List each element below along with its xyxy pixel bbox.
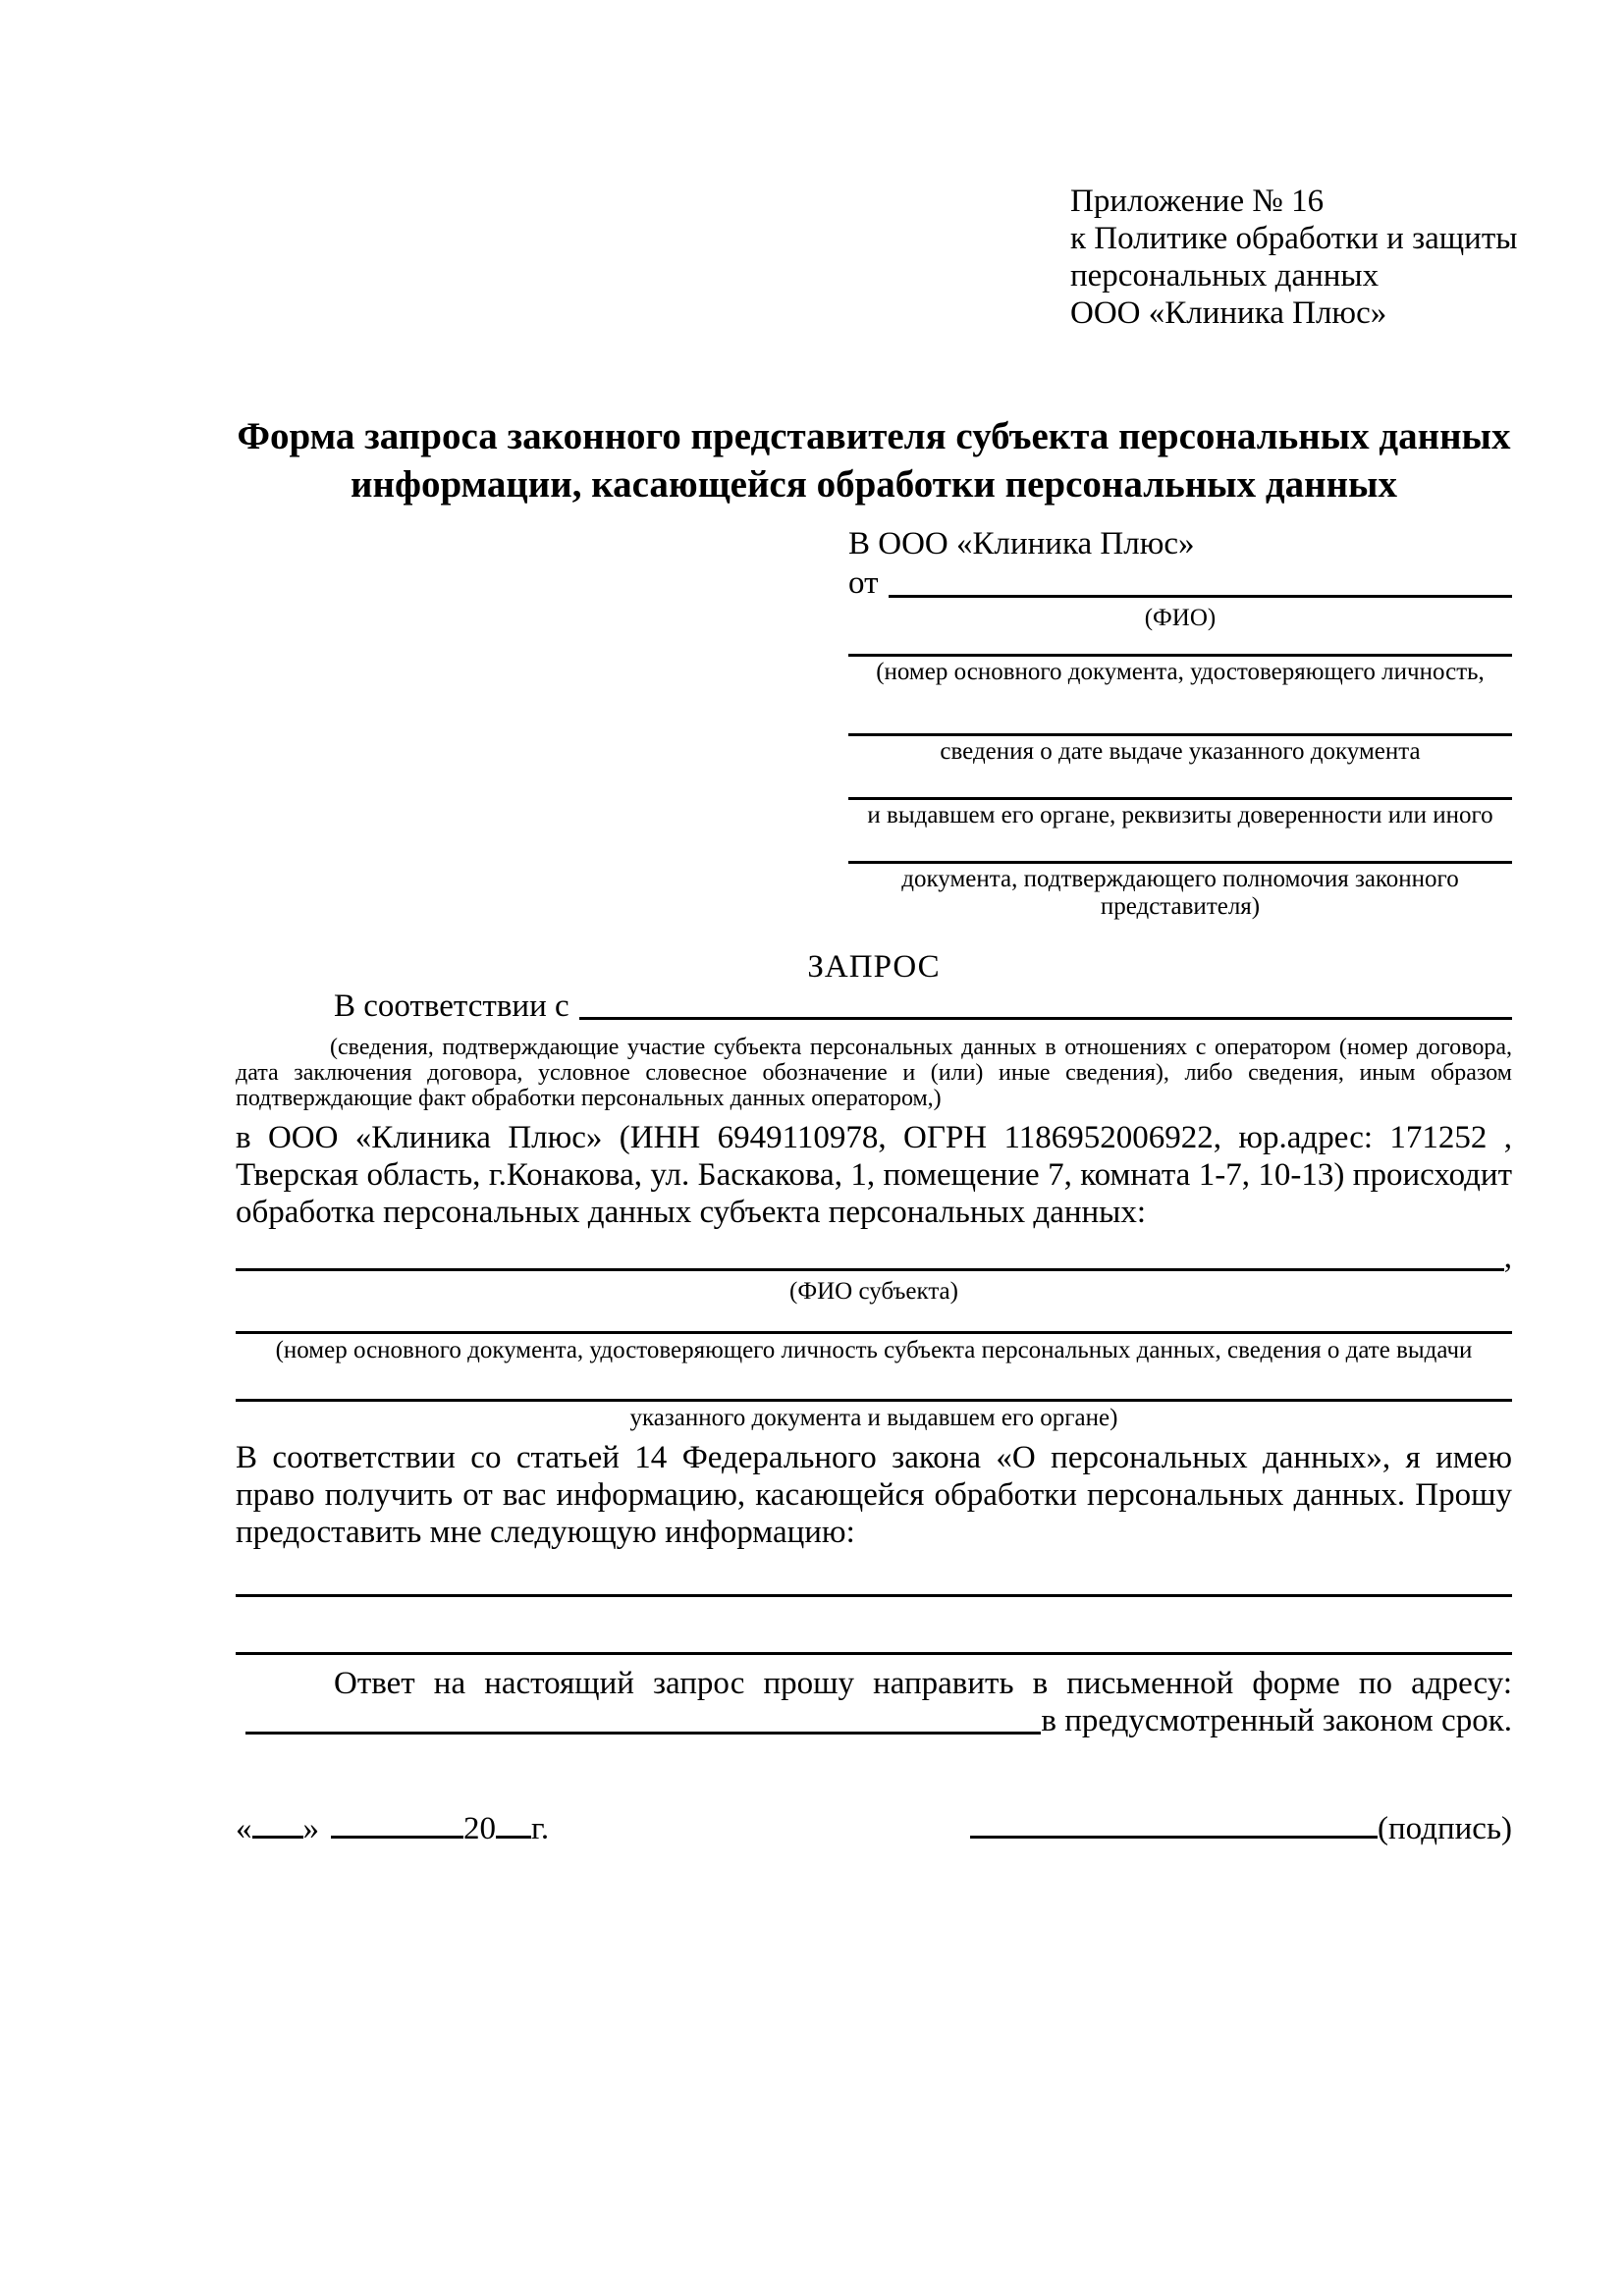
subject-fio-row <box>236 1239 1512 1276</box>
blank-field-signature <box>970 1836 1378 1839</box>
reply-address-row <box>236 1702 1512 1739</box>
subject-doc-caption-2: указанного документа и выдавшем его органе) <box>629 1405 1118 1431</box>
annex-line: ООО «Клиника Плюс» <box>1070 295 1387 331</box>
blank-field-day <box>252 1836 303 1839</box>
blank-field-subject-document-2 <box>236 1399 1512 1402</box>
blank-field-requested-info-2 <box>236 1652 1512 1655</box>
blank-field-fio <box>889 595 1513 598</box>
blank-caption: документа, подтверждающего полномочия законного представителя) <box>901 866 1459 920</box>
blank-field-issuing-authority <box>848 797 1512 800</box>
quote-open: « <box>236 1811 252 1846</box>
blank-field-requested-info-1 <box>236 1594 1512 1597</box>
blank-field-subject-document <box>236 1331 1512 1334</box>
date-line <box>236 1810 549 1847</box>
blank-field-year <box>496 1836 531 1839</box>
blank-caption: сведения о дате выдаче указанного документа <box>940 738 1421 765</box>
law-paragraph: В соответствии со статьей 14 Федерального закона «О персональных данных», я имею право получить от вас информацию, касающейся обработки персональных данных. Прошу предоставить мне следующую информацию: <box>236 1440 1512 1550</box>
document-title-line: Форма запроса законного представителя субъекта персональных данных <box>237 415 1511 457</box>
blank-caption: (номер основного документа, удостоверяющего личность, <box>876 659 1485 685</box>
year-suffix: г. <box>531 1811 550 1846</box>
subject-doc-caption: (номер основного документа, удостоверяющего личность субъекта персональных данных, сведения о дате выдачи <box>275 1337 1473 1363</box>
subject-trailing-comma: , <box>1503 1240 1512 1275</box>
annex-line: к Политике обработки и защиты <box>1070 221 1518 256</box>
document-title-line: информации, касающейся обработки персональных данных <box>351 463 1397 506</box>
subject-fio-caption: (ФИО субъекта) <box>789 1278 958 1305</box>
intro-row <box>236 988 1512 1025</box>
blank-field-power-of-attorney <box>848 861 1512 864</box>
addressee-block <box>848 524 1512 921</box>
annex-line: персональных данных <box>1070 258 1380 294</box>
addressee-org: В ООО «Клиника Плюс» <box>848 526 1195 561</box>
year-prefix: 20 <box>463 1811 496 1846</box>
signature-caption: (подпись) <box>1378 1811 1512 1846</box>
blank-field-subject-fio <box>236 1268 1504 1271</box>
request-heading: ЗАПРОС <box>807 949 941 985</box>
operator-paragraph: в ООО «Клиника Плюс» (ИНН 6949110978, ОГРН 1186952006922, юр.адрес: 171252 , Тверская область, г.Конакова, ул. Баскакова, 1, помещение 7, комната 1-7, 10-13) происходит обработка персональных данных субъекта персональных данных: <box>236 1120 1512 1230</box>
blank-field-document-number <box>848 654 1512 657</box>
signature-line <box>970 1810 1512 1847</box>
blank-field-reply-address <box>245 1732 1041 1735</box>
intro-label: В соответствии с <box>334 988 569 1024</box>
quote-close: » <box>302 1811 319 1846</box>
intro-caption: (сведения, подтверждающие участие субъекта персональных данных в отношениях с оператором (номер договора, дата заключения договора, условное словесное обозначение и (или) иные сведения), либо сведения, иным образом подтверждающие факт обработки персональных данных оператором,) <box>236 1035 1512 1111</box>
blank-caption: и выдавшем его органе, реквизиты доверенности или иного <box>867 802 1493 828</box>
annex-header <box>1070 183 1528 332</box>
blank-field-month <box>331 1836 463 1839</box>
reply-tail: в предусмотренный законом срок. <box>1041 1703 1512 1738</box>
annex-line: Приложение № 16 <box>1070 184 1325 219</box>
blank-field-basis <box>579 1017 1512 1020</box>
reply-paragraph: Ответ на настоящий запрос прошу направить в письменной форме по адресу: <box>334 1666 1512 1701</box>
blank-field-issue-date <box>848 733 1512 736</box>
footer-row <box>236 1810 1512 1847</box>
from-label: от <box>848 565 879 601</box>
fio-caption: (ФИО) <box>1144 605 1217 631</box>
document-title <box>236 412 1512 508</box>
from-row <box>848 563 1512 603</box>
